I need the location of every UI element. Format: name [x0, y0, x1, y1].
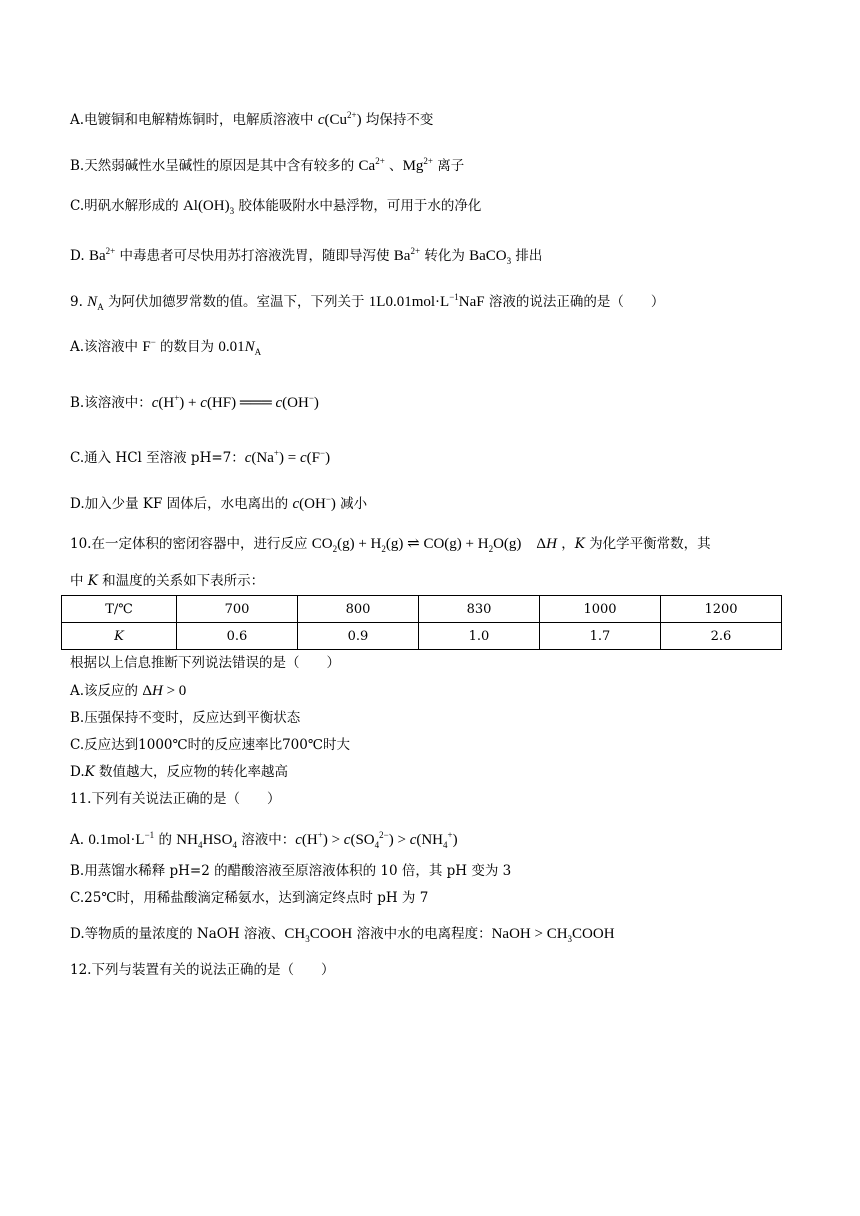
- row-header-k: K: [62, 623, 177, 650]
- k-temperature-table: [61, 595, 782, 650]
- q8-option-b: B.天然弱碱性水呈碱性的原因是其中含有较多的 $Ca^{2+}$ 、$Mg^{2+}$ 离子: [70, 156, 465, 174]
- table-cell: 1000: [540, 596, 661, 623]
- q8-option-a: A.电镀铜和电解精炼铜时，电解质溶液中 $c(Cu^{2+})$ 均保持不变: [70, 110, 434, 128]
- table-row: [62, 623, 782, 650]
- q9-option-d: D.加入少量 KF 固体后，水电离出的 c(OH−) 减小: [70, 494, 368, 512]
- q10-option-a: A.该反应的 ΔH > 0: [70, 683, 187, 699]
- table-cell: 1200: [661, 596, 782, 623]
- q9-stem: 9. $N_A$ 为阿伏加德罗常数的值。室温下，下列关于 $1L0.01mol\cdot L^{-1}NaF$ 溶液的说法正确的是（ ）: [70, 292, 665, 312]
- table-cell: 1.0: [419, 623, 540, 650]
- table-cell: 830: [419, 596, 540, 623]
- q11-option-b: B.用蒸馏水稀释 pH=2 的醋酸溶液至原溶液体积的 10 倍，其 pH 变为 3: [70, 863, 512, 879]
- table-cell: 2.6: [661, 623, 782, 650]
- q9-option-a: A.该溶液中 F− 的数目为 $0.01N_A$: [70, 337, 262, 357]
- q9-option-b: B.该溶液中：c(H+) + c(HF) ═══ c(OH−): [70, 393, 319, 411]
- q8-option-c: C.明矾水解形成的 $Al(OH)_3$ 胶体能吸附水中悬浮物，可用于水的净化: [70, 198, 482, 216]
- q9-option-c: C.通入 HCl 至溶液 pH=7：c(Na+) = c(F−): [70, 448, 331, 466]
- table-cell: 700: [177, 596, 298, 623]
- row-header-temperature: T/℃: [62, 596, 177, 623]
- table-cell: 0.6: [177, 623, 298, 650]
- q11-option-c: C.25℃时，用稀盐酸滴定稀氨水，达到滴定终点时 pH 为 7: [70, 890, 429, 906]
- q10-option-c: C.反应达到1000℃时的反应速率比700℃时大: [70, 737, 350, 753]
- q10-stem-line1: 10.在一定体积的密闭容器中，进行反应 $CO_2(g) + H_2(g)$ ⇌ $CO(g) + H_2O(g)$ ΔH ，K 为化学平衡常数，其: [70, 536, 711, 554]
- q12-stem: 12.下列与装置有关的说法正确的是（ ）: [70, 962, 335, 978]
- q8-option-d: D. $Ba^{2+}$ 中毒患者可尽快用苏打溶液洗胃，随即导泻使 $Ba^{2+}$ 转化为 BaCO$_3$ 排出: [70, 246, 543, 266]
- table-cell: 1.7: [540, 623, 661, 650]
- table-cell: 0.9: [298, 623, 419, 650]
- table-row: [62, 596, 782, 623]
- q11-option-a: A. $0.1mol\cdot L^{-1}$ 的 $NH_4HSO_4$ 溶液中：$c(H^+) > c(SO_4^{2-}) > c(NH_4^+)$: [70, 830, 458, 850]
- table-cell: 800: [298, 596, 419, 623]
- q10-prompt: 根据以上信息推断下列说法错误的是（ ）: [70, 655, 340, 671]
- q10-option-d: D.K 数值越大，反应物的转化率越高: [70, 764, 289, 780]
- q10-stem-line2: 中 K 和温度的关系如下表所示：: [70, 573, 265, 589]
- q10-option-b: B.压强保持不变时，反应达到平衡状态: [70, 710, 301, 726]
- q11-option-d: D.等物质的量浓度的 NaOH 溶液、$CH_3COOH$ 溶液中水的电离程度：NaOH > $CH_3COOH$: [70, 926, 615, 944]
- q11-stem: 11.下列有关说法正确的是（ ）: [70, 791, 281, 807]
